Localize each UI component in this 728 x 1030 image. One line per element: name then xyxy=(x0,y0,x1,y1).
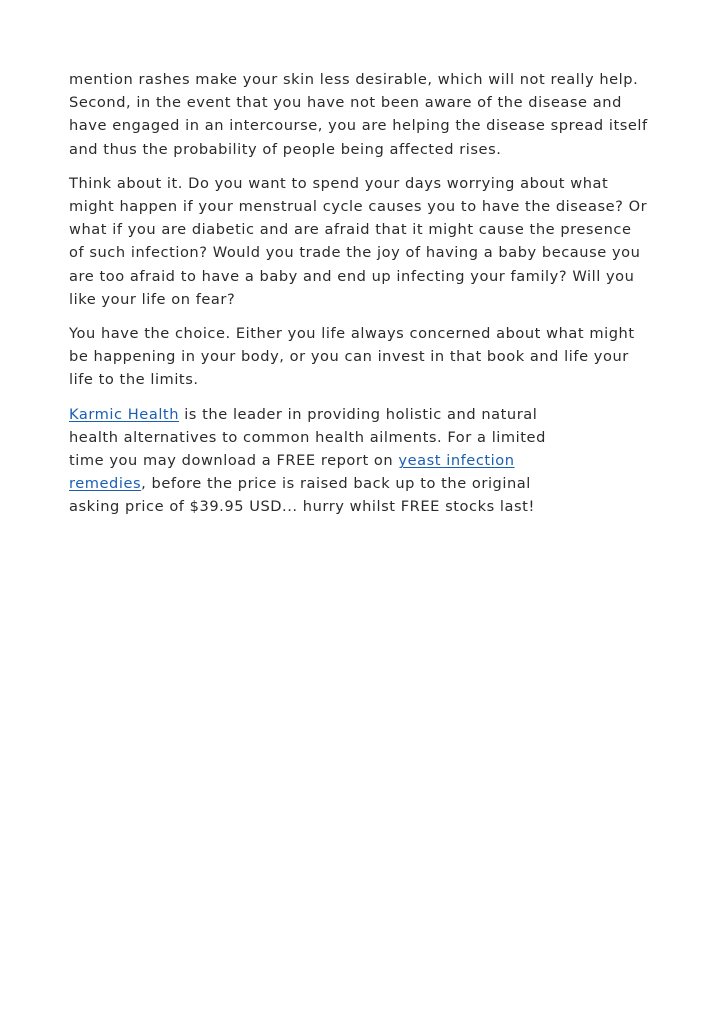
text-line: life to the limits. xyxy=(69,371,199,389)
karmic-health-link[interactable]: Karmic Health xyxy=(69,405,180,423)
text-line: have engaged in an intercourse, you are helping the disease spread itself xyxy=(69,117,648,135)
text-line xyxy=(69,449,669,472)
text-line: might happen if your menstrual cycle causes you to have the disease? Or xyxy=(69,198,648,216)
text-line: Think about it. Do you want to spend your days worrying about what xyxy=(69,174,609,192)
text-line: Second, in the event that you have not been aware of the disease and xyxy=(69,94,622,112)
text-fragment: , before the price is raised back up to the original xyxy=(141,475,531,493)
promo-paragraph xyxy=(69,403,669,519)
text-line xyxy=(69,472,669,495)
text-line: asking price of $39.95 USD... hurry whilst FREE stocks last! xyxy=(69,498,535,516)
text-fragment: is the leader in providing holistic and natural xyxy=(179,405,538,423)
text-line: You have the choice. Either you life always concerned about what might xyxy=(69,325,635,343)
yeast-infection-remedies-link-continued[interactable]: remedies xyxy=(69,475,142,493)
text-fragment: time you may download a FREE report on xyxy=(69,452,399,470)
text-line: of such infection? Would you trade the joy of having a baby because you xyxy=(69,244,641,262)
paragraph-2 xyxy=(69,172,669,311)
paragraph-3 xyxy=(69,322,669,392)
yeast-infection-remedies-link[interactable]: yeast infection xyxy=(398,452,515,470)
text-line: mention rashes make your skin less desirable, which will not really help. xyxy=(69,71,639,88)
paragraph-1 xyxy=(69,68,669,161)
text-line: what if you are diabetic and are afraid that it might cause the presence xyxy=(69,221,632,239)
text-line xyxy=(69,403,669,426)
text-line: and thus the probability of people being affected rises. xyxy=(69,140,502,158)
text-line: are too afraid to have a baby and end up infecting your family? Will you xyxy=(69,267,635,285)
text-line: health alternatives to common health ailments. For a limited xyxy=(69,428,546,446)
text-line: be happening in your body, or you can invest in that book and life your xyxy=(69,348,629,366)
text-line: like your life on fear? xyxy=(69,290,236,308)
document-page xyxy=(69,68,669,530)
